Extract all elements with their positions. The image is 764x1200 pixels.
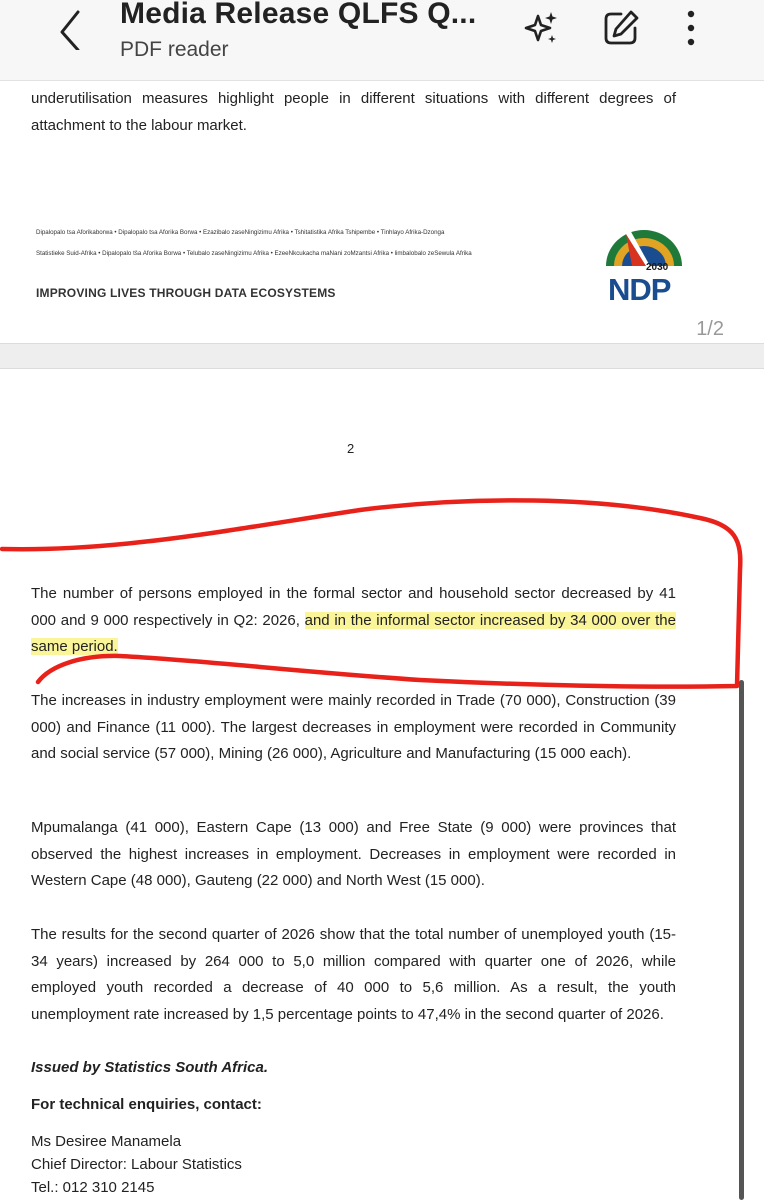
- paragraph-text: The number of persons employed in the formal sector and household sector decreased by 41 000 and 9 000 respectively in Q2: 2026,: [31, 585, 676, 629]
- paragraph-youth-unemployment: The results for the second quarter of 2026 show that the total number of unemployed youth (15-34 years) increased by 264 000 to 5,0 million compared with quarter one of 2026, while employed youth recorded a decrease of 40 000 to 5,6 million. As a result, the youth unemployment rate increased by 1,5 percentage points to 47,4% in the second quarter of 2026.: [31, 926, 676, 1024]
- app-subtitle: PDF reader: [120, 38, 229, 61]
- footer-tagline: IMPROVING LIVES THROUGH DATA ECOSYSTEMS: [36, 286, 336, 300]
- ai-assist-button[interactable]: [522, 8, 562, 48]
- paragraph-industry-employment: The increases in industry employment were mainly recorded in Trade (70 000), Construction (39 000) and Finance (11 000). The largest decreases in employment were recorded in Community and social service (57 000), Mining (26 000), Agriculture and Manufacturing (15 000 each).: [31, 692, 676, 763]
- back-button[interactable]: [52, 6, 92, 50]
- highlighted-text: and in the informal sector increased by 34 000 over the same period.: [31, 611, 676, 656]
- page-separator: [0, 343, 764, 369]
- ndp-2030-logo: [602, 226, 686, 302]
- issued-by: Issued by Statistics South Africa.: [31, 1059, 269, 1076]
- edit-icon: [601, 8, 641, 48]
- more-vertical-icon: [676, 8, 706, 48]
- edit-button[interactable]: [601, 8, 641, 48]
- page-indicator: 1/2: [696, 318, 724, 340]
- back-arrow-icon: [52, 6, 92, 50]
- paragraph-employment-sectors: [31, 581, 676, 661]
- ndp-logo-text: NDP: [608, 272, 671, 302]
- contact-title: Chief Director: Labour Statistics: [31, 1156, 242, 1173]
- app-bar: [0, 0, 764, 81]
- footer-languages-line-2: Statistieke Suid-Afrika • Dipalopalo tša Aforika Borwa • Telubalo zaseNingizimu Afrika • EzeeNkcukacha maNani zoMzantsi Afrika • limbalobalo zeSewula Afrika: [36, 250, 472, 257]
- technical-enquiries-heading: For technical enquiries, contact:: [31, 1096, 262, 1113]
- page1-continued-paragraph: underutilisation measures highlight people in different situations with different degrees of attachment to the labour market.: [31, 90, 676, 134]
- more-options-button[interactable]: [676, 8, 706, 48]
- contact-name: Ms Desiree Manamela: [31, 1133, 182, 1150]
- scrollbar-thumb[interactable]: [739, 680, 744, 1200]
- page-number: 2: [347, 441, 355, 456]
- paragraph-provinces: Mpumalanga (41 000), Eastern Cape (13 000) and Free State (9 000) were provinces that observed the highest increases in employment. Decreases in employment were recorded in Western Cape (48 000), Gauteng (22 000) and North West (15 000).: [31, 819, 676, 890]
- footer-languages-line-1: Dipalopalo tsa Aforikaborwa • Dipalopalo tsa Aforika Borwa • Ezazibalo zaseNingizimu Afrika • Tshitatistika Afrika Tshipembe • Tinhlayo Afrika-Dzonga: [36, 229, 445, 236]
- ai-sparkle-icon: [522, 8, 562, 48]
- ndp-logo-year: 2030: [646, 262, 669, 273]
- document-title: Media Release QLFS Q...: [120, 0, 477, 30]
- contact-telephone: Tel.: 012 310 2145: [31, 1179, 155, 1196]
